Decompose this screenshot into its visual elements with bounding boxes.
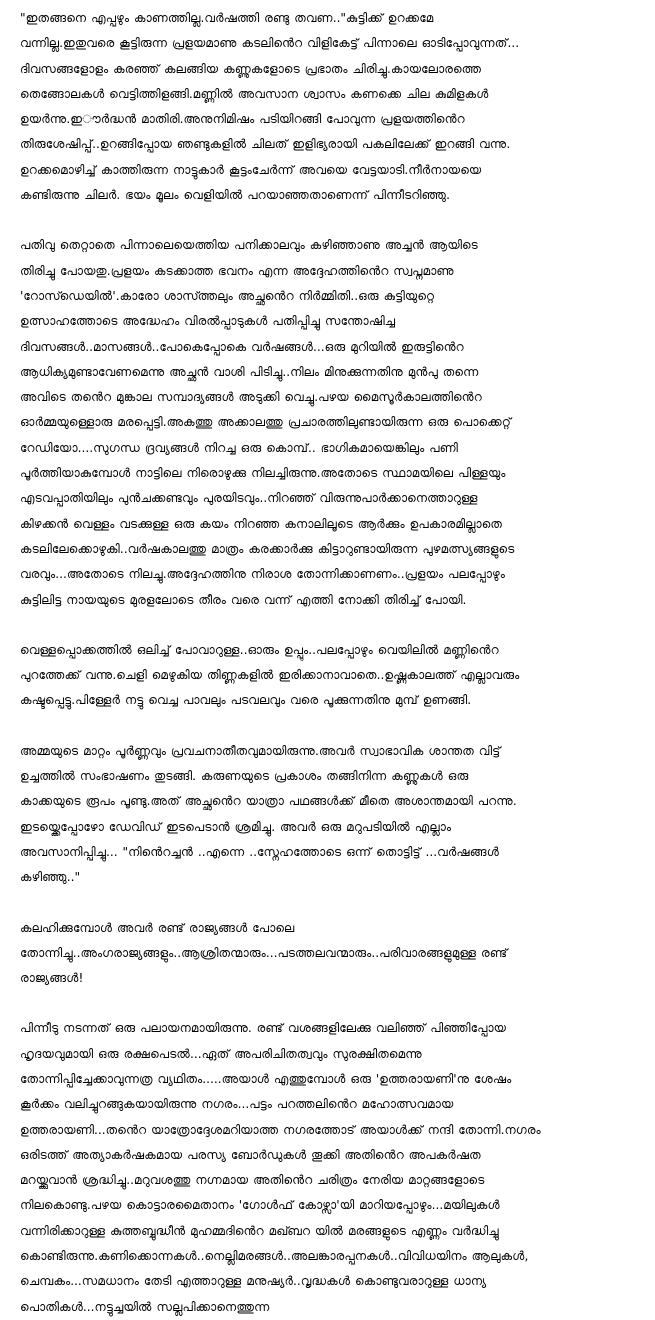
paragraph: പിന്നീടു നടന്നത് ഒരു പലായനമായിരുന്നു. രണ്ട് വശങ്ങളിലേക്കു വലിഞ്ഞ് പിഞ്ഞിപ്പോയ ഹൃദയവുമായി ഒരു രക്ഷപെടൽ...ഏത് അപരിചിതത്വവും സുരക്ഷിതമെന്നു തോന്നിപ്പിച്ചേക്കാവുന്നത്ര വ്യഥിതം.....അയാൾ എത്തുമ്പോൾ ഒരു 'ഉത്തരായണി'നു ശേഷം കൂർക്കം വലിച്ചുറങ്ങുകയായിരുന്നു നഗരം...പട്ടം പറത്തലിൻെറ മഹോത്സവമായ ഉത്തരായണി...തൻെറ യാത്രോദ്ദേശമറിയാത്ത നഗരത്തോട് അയാൾക്ക് നന്ദി തോന്നി.നഗരം ഒരിടത്ത് അത്യാകർഷകമായ പരസ്യ ബോർഡുകൾ തൂക്കി അതിൻെറ അപകർഷത മറയ്ക്കുവാൻ ശ്രദ്ധിച്ചു..മറുവശത്തു നഗ്നമായ അതിൻെറ ചരിത്രം നേരിയ മാറ്റങ്ങളോടെ നിലകൊണ്ടു.പഴയ കൊട്ടാരമൈതാനം 'ഗോൾഫ് കോഴ്സാ'യി മാറിയപ്പോഴും...മയിലുകൾ വന്നിരിക്കാറുള്ള കുത്തബ്ബുദ്ധീൻ മുഹമ്മദിൻെറ മഖ്ബറ യിൽ മരങ്ങളുടെ എണ്ണം വർദ്ധിച്ചു കൊണ്ടിരുന്നു.കണിക്കൊന്നകൾ..നെല്ലിമരങ്ങൾ..അലങ്കാരപ്പനകൾ..വിവിധയിനം ആലുകൾ, ചെമ്പകം...സമധാനം തേടി എത്താറുള്ള മനുഷ്യർ..വൃദ്ധകൾ കൊണ്ടുവരാറുള്ള ധാന്യ പൊതികൾ...നട്ടുച്ചയിൽ സല്ലപിക്കാനെത്തുന്ന — [20, 1021, 541, 1314]
paragraph: "ഇതങ്ങനെ എപ്പഴും കാണത്തില്ല.വർഷത്തി രണ്ടു തവണ.."കുട്ടിക്ക് ഉറക്കമേ വന്നില്ല.ഇതുവരെ കൂട്ടിരുന്ന പ്രളയമാണു കടലിൻെറ വിളികേട്ട് പിന്നാലെ ഓടിപ്പോവുന്നത്... ദിവസങ്ങളോളം കരഞ്ഞ് കലങ്ങിയ കണ്ണുകളോടെ പ്രഭാതം ചിരിച്ചു.കായലോരത്തെ തെങ്ങോലകൾ വെട്ടിത്തിളങ്ങി.മണ്ണിൽ അവസാന ശ്വാസം കണക്കെ ചില കുമിളകൾ ഉയർന്നു.ഇൗർദ്ധൻ മാതിരി.അനുനിമിഷം പടിയിറങ്ങി പോവുന്ന പ്രളയത്തിൻെറ തിരുശേഷിപ്പ്..ഉറങ്ങിപ്പോയ ഞണ്ടുകളിൽ ചിലത് ഇളിഭ്യരായി പകലിലേക്ക് ഇറങ്ങി വന്നു. ഉറക്കമൊഴിച്ച് കാത്തിരുന്ന നാട്ടുകാർ കൂട്ടംചേർന്ന് അവയെ വേട്ടയാടി.നീർനായയെ കണ്ടിരുന്നു ചിലർ. ഭയം മൂലം വെളിയിൽ പറയാഞ്ഞതാണെന്ന് പിന്നീടറിഞ്ഞു. — [20, 11, 520, 203]
paragraph: അമ്മയുടെ മാറ്റം പൂർണ്ണവും പ്രവചനാതീതവുമായിരുന്നു.അവർ സ്വാഭാവിക ശാന്തത വിട്ട് ഉച്ചത്തിൽ സംഭാഷണം തുടങ്ങി. കരുണയുടെ പ്രകാശം തങ്ങിനിന്ന കണ്ണുകൾ ഒരു കാക്കയുടെ രൂപം പൂണ്ടു.അത് അച്ഛൻെറ യാത്രാ പഥങ്ങൾക്ക് മീതെ അശാന്തമായി പറന്നു. ഇടയ്ക്കെപ്പോഴോ ഡേവിഡ് ഇടപെടാൻ ശ്രമിച്ചു. അവർ ഒരു മറുപടിയിൽ എല്ലാം അവസാനിപ്പിച്ചു... "നിൻെറച്ചൻ ..എന്നെ ..സ്നേഹത്തോടെ ഒന്ന് തൊട്ടിട്ട് ...വർഷങ്ങൾ കഴിഞ്ഞു.." — [20, 743, 517, 885]
paragraph: വെള്ളപ്പൊക്കത്തിൽ ഒലിച്ച് പോവാറുള്ള..ഓരും ഉപ്പും..പലപ്പോഴും വെയിലിൽ മണ്ണിൻെറ പുറത്തേക്ക് വന്നു.ചെളി മെഴുകിയ തിണ്ണകളിൽ ഇരിക്കാനാവാതെ..ഉഷ്ണകാലത്ത് എല്ലാവരും കഷ്ടപ്പെട്ടു.പിള്ളേർ നട്ടു വെച്ച പാവലും പടവലവും വരെ പൂക്കുന്നതിനു മുമ്പ് ഉണങ്ങി. — [20, 642, 520, 708]
paragraph: പതിവു തെറ്റാതെ പിന്നാലെയെത്തിയ പനിക്കാലവും കഴിഞ്ഞാണു അച്ചൻ ആയിടെ തിരിച്ചു പോയതു.പ്രളയം കടക്കാത്ത ഭവനം എന്ന അദ്ദേഹത്തിൻെറ സ്വപ്നമാണു 'റോസ്ഡെയിൽ'.കാരോ ശാസ്ത്തലും അച്ഛൻെറ നിർമ്മിതി..ഒരു കുട്ടിയുറ്റെ ഉത്സാഹത്തോടെ അദ്ധേഹം വിരൽപ്പാടുകൾ പതിപ്പിച്ചു സന്തോഷിച്ച ദിവസങ്ങൾ..മാസങ്ങൾ..പോകെപ്പോകെ വർഷങ്ങൾ...ഒരു മുറിയിൽ ഇരുട്ടിൻെറ ആധിക്യമുണ്ടാവേണമെന്നു അച്ഛൻ വാശി പിടിച്ചു..നിലം മിനുക്കുന്നതിനു മുൻപു തന്നെ അവിടെ തൻെറ മുങ്കാല സമ്പാദ്യങ്ങൾ അടുക്കി വെച്ചു.പഴയ മൈസൂർകാലത്തിൻെറ ഓർമ്മയുള്ളൊരു മരപ്പെട്ടി.അകത്തു അക്കാലത്തു പ്രചാരത്തിലുണ്ടായിരുന്ന ഒരു പൊക്കെറ്റ് റേഡിയോ....സുഗന്ധ ദ്രവ്യങ്ങൾ നിറച്ച ഒരു കൊമ്പ്.. ഭാഗികമായെങ്കിലും പണി പൂർത്തിയാകുമ്പോൾ നാട്ടിലെ നിരൊഴുക്കു നിലച്ചിരുന്നു.അതോടെ സ്ഥാമയിലെ പിള്ളയും എടവപ്പാതിയിലും പുൻചക്കണ്ടവും പുരയിടവും..നിറഞ്ഞ് വിരുന്നുപാർക്കാനെത്താറുള്ള കിഴക്കൻ വെള്ളം വടക്കുള്ള ഒരു കയം നിറഞ്ഞ കനാലിലൂടെ ആർക്കും ഉപകാരമില്ലാതെ കടലിലേക്കൊഴുകി..വർഷകാലത്തു മാത്രം കരക്കാർക്കു കിട്ടാറുണ്ടായിരുന്ന പുഴമത്സ്യങ്ങളുടെ വരവും...അതോടെ നിലച്ചു.അദ്ദേഹത്തിനു നിരാശ തോന്നിക്കാണണം..പ്രളയം പലപ്പോഴും കുട്ടിലിട്ട നായയുടെ മുരളലോടെ തീരം വരെ വന്ന് എത്തി നോക്കി തിരിച്ച് പോയി. — [20, 238, 515, 607]
paragraph: കലഹിക്കുമ്പോൾ അവർ രണ്ട് രാജ്യങ്ങൾ പോലെ തോന്നിച്ചു..അംഗരാജ്യങ്ങളും..ആശ്രിതന്മാരും...പടത്തലവന്മാരും..പരിവാരങ്ങളുമുള്ള രണ്ട് രാജ്യങ്ങൾ! — [20, 920, 508, 986]
